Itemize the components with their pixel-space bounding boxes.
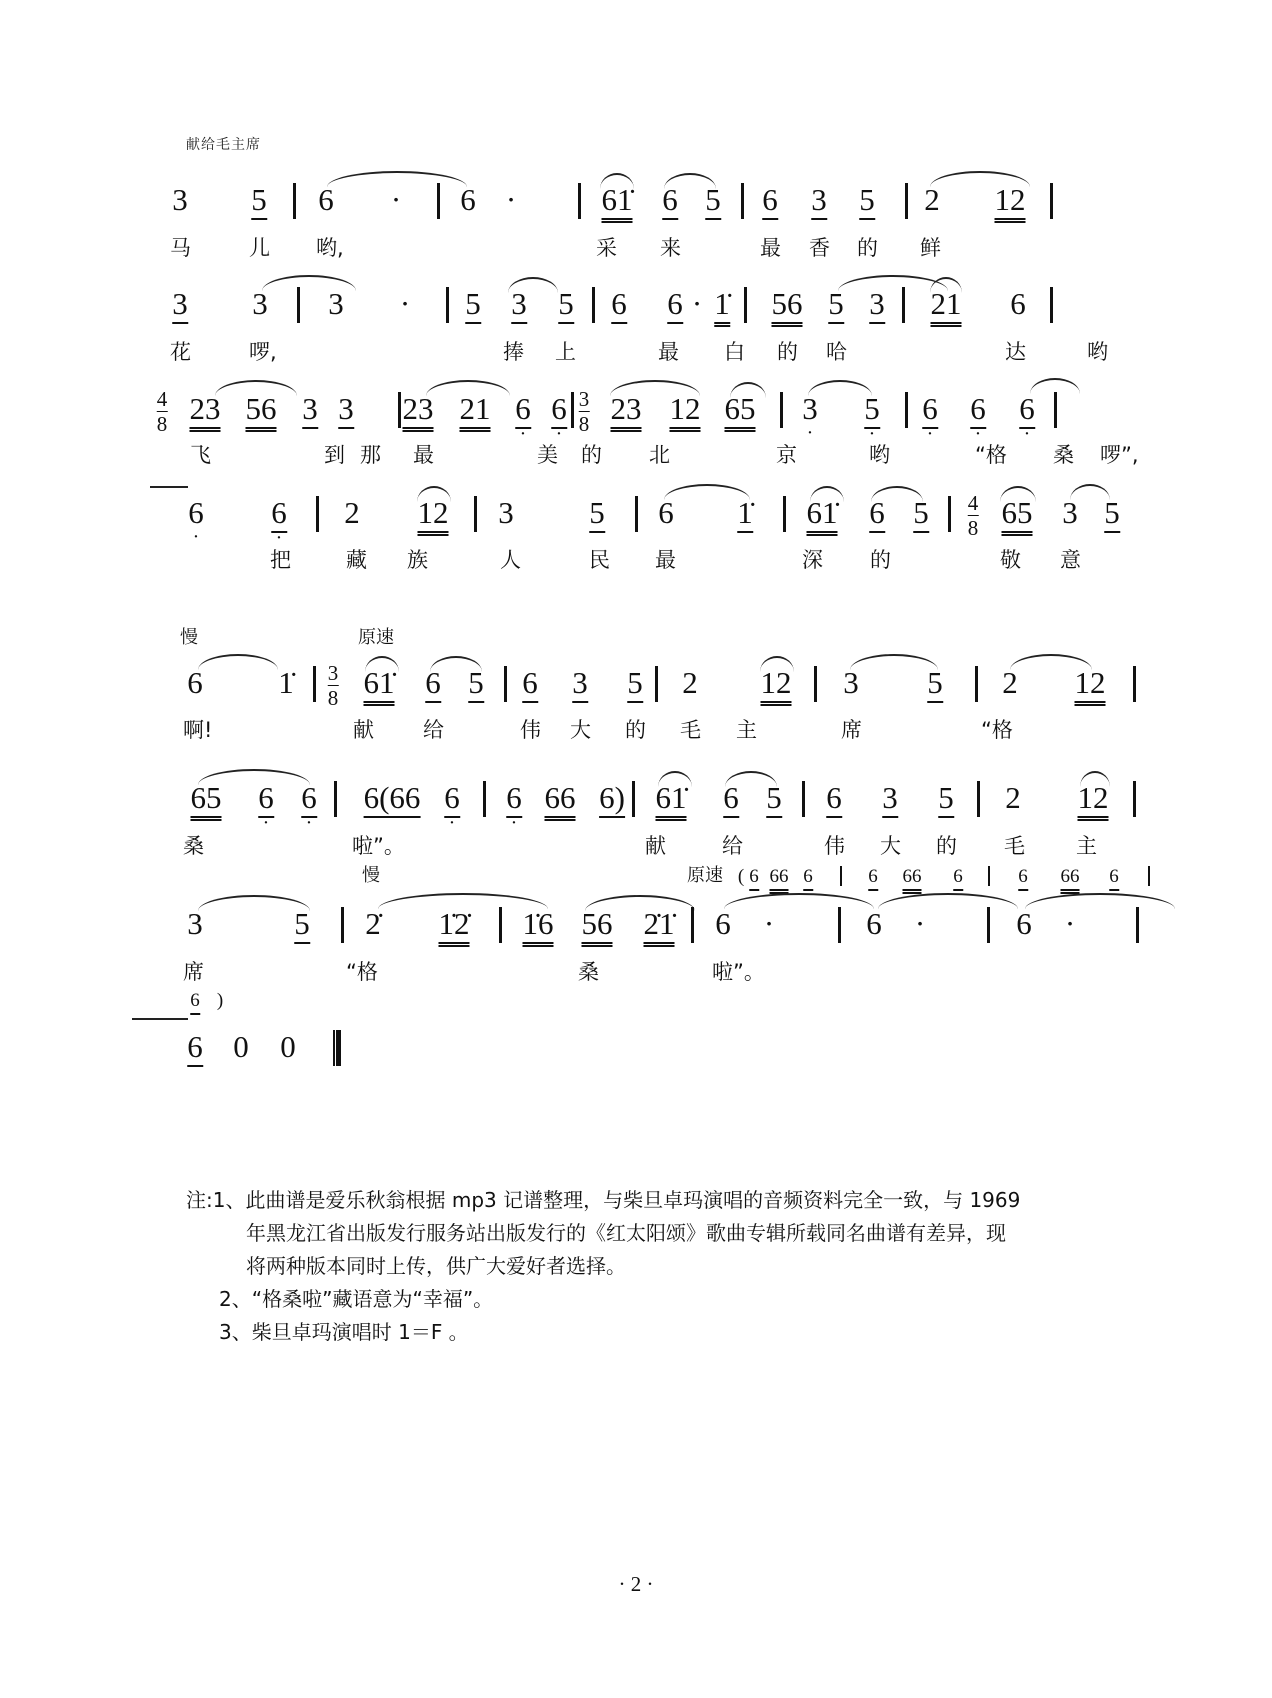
note: 5 <box>1104 496 1120 533</box>
barline <box>802 781 805 817</box>
footnotes <box>186 1184 1086 1349</box>
lyric: 飞 <box>190 443 211 467</box>
tie-icon <box>724 893 874 909</box>
lyric: 采 <box>596 236 617 260</box>
lyric: 意 <box>1060 548 1081 572</box>
lyric: 最 <box>658 340 679 364</box>
lyric: 鲜 <box>920 236 941 260</box>
ossia-note: 6 <box>868 866 878 891</box>
note-low: 6 · <box>301 781 317 818</box>
lyric: 哟, <box>316 236 344 260</box>
note-group: 12 <box>418 496 449 536</box>
footnote-2 <box>186 1283 1086 1316</box>
note: 5 <box>828 287 844 324</box>
note: 3 <box>869 287 885 324</box>
ossia-note: 6 <box>953 866 963 891</box>
ossia-barline <box>988 866 990 886</box>
lyric: 的 <box>857 236 878 260</box>
ossia-note: 66 <box>1061 866 1080 894</box>
barline <box>316 496 319 532</box>
note: 2 <box>1002 665 1018 700</box>
note-low: 6 · <box>188 496 204 530</box>
lyric: 敬 <box>1000 548 1021 572</box>
ossia-paren: ) <box>216 990 224 1011</box>
ossia-paren: ( <box>737 866 745 887</box>
lyric: 深 <box>802 548 823 572</box>
lyric: “格 <box>981 718 1013 742</box>
tempo-mark-slow: 慢 <box>180 627 198 648</box>
barline <box>838 907 841 943</box>
note: 6 <box>723 781 739 818</box>
lyric: 达 <box>1005 340 1026 364</box>
note-low: 6 · <box>970 392 986 429</box>
footnote-text: 年黑龙江省出版发行服务站出版发行的《红太阳颂》歌曲专辑所载同名曲谱有差异，现 <box>246 1221 1006 1245</box>
barline <box>592 287 595 323</box>
note: 3 <box>187 906 203 941</box>
note: 3 <box>882 781 898 818</box>
lyric: 族 <box>407 548 428 572</box>
note: 5 <box>468 666 484 703</box>
augmentation-dot: · <box>399 286 411 321</box>
lyric: 毛 <box>1004 834 1025 858</box>
barline <box>902 287 905 323</box>
lyric: 伟 <box>520 718 541 742</box>
lyric: “格 <box>975 443 1007 467</box>
footnote-1-cont <box>186 1250 1086 1283</box>
barline <box>578 183 581 219</box>
note: 3 <box>811 183 827 220</box>
note-low: 6 · <box>922 392 938 429</box>
footnote-number: 1、 <box>212 1188 246 1212</box>
lyric: 马 <box>170 236 191 260</box>
lyric: 伟 <box>824 834 845 858</box>
footnote-text: 此曲谱是爱乐秋翁根据 mp3 记谱整理，与柴旦卓玛演唱的音频资料完全一致，与 1969 <box>245 1188 1021 1212</box>
note-group: 23 <box>611 392 642 432</box>
barline <box>814 666 817 702</box>
note: 3 <box>172 287 188 324</box>
barline <box>504 666 507 702</box>
barline <box>474 496 477 532</box>
ossia-note: 6 <box>803 866 813 891</box>
note-group: 23 <box>190 392 221 432</box>
lyric: 民 <box>589 548 610 572</box>
note: 2 <box>682 665 698 700</box>
lyric: 大 <box>570 718 591 742</box>
note: 2 <box>344 495 360 530</box>
lyric: 啦”。 <box>352 834 405 858</box>
footnote-label: 注: <box>186 1188 213 1212</box>
note-group: 23 <box>403 392 434 432</box>
footnote-text: 柴旦卓玛演唱时 1＝F 。 <box>251 1320 469 1344</box>
page-number: · 2 · <box>618 1572 654 1596</box>
lyric: 花 <box>170 340 191 364</box>
lyric: 的 <box>870 548 891 572</box>
note-group: 12 <box>1078 781 1109 821</box>
barline <box>293 183 296 219</box>
lyric: 啦”。 <box>712 960 765 984</box>
note-group: 65 <box>1002 496 1033 536</box>
note: 6 <box>318 182 334 217</box>
note: 3 <box>498 495 514 530</box>
note-low: 3 · <box>802 392 818 426</box>
note: 6 <box>425 666 441 703</box>
barline <box>483 781 486 817</box>
footnote-1-cont <box>186 1217 1086 1250</box>
lyric: 哟 <box>869 443 890 467</box>
note-low: 5 · <box>864 392 880 429</box>
ossia-note: 66 <box>903 866 922 894</box>
barline <box>655 666 658 702</box>
note: 6 <box>658 495 674 530</box>
note: 5 <box>558 287 574 324</box>
lyric: 献 <box>353 718 374 742</box>
barline <box>1054 392 1057 428</box>
note-low: 6 · <box>506 781 522 818</box>
lyric: 儿 <box>249 236 270 260</box>
lyric: 啰, <box>249 340 277 364</box>
lyric: “格 <box>346 960 378 984</box>
lyric: 的 <box>625 718 646 742</box>
augmentation-dot: · <box>691 286 703 321</box>
lyric: 藏 <box>346 548 367 572</box>
note-low: 6) <box>599 781 625 818</box>
barline <box>975 666 978 702</box>
note-group: 56 <box>246 392 277 432</box>
note: 5 <box>766 781 782 818</box>
ossia-note: 6 <box>1018 866 1028 891</box>
barline <box>691 907 694 943</box>
rest: 0 <box>233 1029 249 1064</box>
lyric: 把 <box>270 548 291 572</box>
note: 5 <box>251 183 267 220</box>
rest: 0 <box>280 1029 296 1064</box>
lyric: 席 <box>183 960 204 984</box>
slur-icon <box>198 654 278 670</box>
footnote-text: 将两种版本同时上传，供广大爱好者选择。 <box>246 1254 626 1278</box>
ossia-note: 6 <box>749 866 759 891</box>
note: 5 <box>859 183 875 220</box>
note: 5 <box>589 496 605 533</box>
barline <box>1050 287 1053 323</box>
ossia-note: 6 <box>1109 866 1119 891</box>
barline <box>948 496 951 532</box>
note: 6 <box>662 183 678 220</box>
note: 3 <box>1062 495 1078 530</box>
footnote-1 <box>186 1184 1086 1217</box>
lyric: 那 <box>360 443 381 467</box>
lyric: 哈 <box>826 340 847 364</box>
lyric: 白 <box>724 340 745 364</box>
note-group-high: 2̇1̇ <box>644 907 675 947</box>
barline <box>905 392 908 428</box>
lyric: 桑 <box>578 960 599 984</box>
lyric: 啊! <box>183 718 213 742</box>
footnote-number: 2、 <box>219 1287 252 1311</box>
lyric: 最 <box>760 236 781 260</box>
tie-continuation-icon <box>132 1018 188 1020</box>
tempo-mark-a-tempo: 原速 <box>358 627 394 648</box>
note: 6 <box>866 906 882 941</box>
time-signature: 3 8 <box>327 661 339 710</box>
note-group: 12 <box>995 183 1026 223</box>
lyric: 主 <box>1076 834 1097 858</box>
note: 6 <box>1016 906 1032 941</box>
tie-icon <box>878 893 1018 909</box>
barline <box>635 496 638 532</box>
augmentation-dot: · <box>763 906 775 941</box>
note-group: 12 <box>670 392 701 432</box>
note-group: 61̇ <box>364 666 395 706</box>
tempo-mark-slow: 慢 <box>362 865 380 886</box>
note: 3 <box>252 286 268 321</box>
note: 2 <box>1005 780 1021 815</box>
lyric: 大 <box>880 834 901 858</box>
lyric: 捧 <box>503 340 524 364</box>
note: 6 <box>611 287 627 324</box>
augmentation-dot: · <box>914 906 926 941</box>
note: 5 <box>705 183 721 220</box>
note-group: 61̇ <box>807 496 838 536</box>
barline <box>398 392 401 428</box>
barline <box>1136 907 1139 943</box>
ossia-note: 6 <box>190 990 200 1015</box>
barline <box>987 907 990 943</box>
lyric: 最 <box>413 443 434 467</box>
lyric: 主 <box>736 718 757 742</box>
tie-icon <box>850 654 938 670</box>
note-low: 6 · <box>1019 392 1035 429</box>
lyric: 毛 <box>680 718 701 742</box>
note-group: 61̇ <box>602 183 633 223</box>
note: 5 <box>627 666 643 703</box>
note-low: 6 · <box>258 781 274 818</box>
note: 2 <box>924 182 940 217</box>
barline <box>744 287 747 323</box>
note-low: 6 · <box>515 392 531 429</box>
running-header-title: 献给毛主席 <box>186 137 261 153</box>
lyric: 啰”, <box>1100 443 1139 467</box>
note: 5 <box>294 907 310 944</box>
note-group-high: 1̇2̇ <box>439 907 470 947</box>
note: 3 <box>843 665 859 700</box>
lyric: 上 <box>555 340 576 364</box>
note: 6 <box>187 1030 203 1067</box>
note-group: 21 <box>460 392 491 432</box>
lyric: 美 <box>537 443 558 467</box>
ossia-barline <box>840 866 842 886</box>
barline <box>313 666 316 702</box>
note: 5 <box>927 666 943 703</box>
note: 6 <box>826 781 842 818</box>
note-group: 56 <box>772 287 803 327</box>
barline <box>1050 183 1053 219</box>
ossia-note: 66 <box>770 866 789 894</box>
lyric: 北 <box>649 443 670 467</box>
barline <box>297 287 300 323</box>
note: 6 <box>762 183 778 220</box>
time-signature: 4 8 <box>967 491 979 540</box>
note: 3 <box>572 666 588 703</box>
final-barline <box>333 1030 341 1066</box>
time-signature: 3 8 <box>578 387 590 436</box>
note-low: 6 · <box>271 496 287 533</box>
note: 6 <box>460 182 476 217</box>
note: 5 <box>913 496 929 533</box>
lyric: 席 <box>841 718 862 742</box>
barline <box>632 781 635 817</box>
note-group: 12 <box>1075 666 1106 706</box>
note: 6 <box>715 906 731 941</box>
note-group-low: 65 <box>725 392 756 432</box>
lyric: 最 <box>655 548 676 572</box>
barline <box>741 183 744 219</box>
augmentation-dot: · <box>505 182 517 217</box>
note-group: 21 <box>931 287 962 327</box>
lyric: 哟 <box>1087 340 1108 364</box>
footnote-3 <box>186 1316 1086 1349</box>
time-signature: 4 8 <box>156 387 168 436</box>
tie-icon <box>1025 893 1175 909</box>
barline <box>341 907 344 943</box>
lyric: 给 <box>722 834 743 858</box>
lyric: 的 <box>936 834 957 858</box>
note-low: 6 · <box>444 781 460 818</box>
lyric: 的 <box>777 340 798 364</box>
ossia-barline <box>1148 866 1150 886</box>
barline <box>977 781 980 817</box>
lyric: 献 <box>645 834 666 858</box>
barline <box>334 781 337 817</box>
note-group-low: 66 <box>545 781 576 821</box>
barline <box>1133 666 1136 702</box>
note-group: 6(66 <box>364 781 421 818</box>
barline <box>499 907 502 943</box>
augmentation-dot: · <box>390 182 402 217</box>
note: 3 <box>338 392 354 429</box>
tie-continuation-icon <box>150 486 188 488</box>
lyric: 来 <box>660 236 681 260</box>
lyric: 桑 <box>1053 443 1074 467</box>
lyric: 到 <box>324 443 345 467</box>
note-group: 61̇ <box>656 781 687 821</box>
barline <box>783 496 786 532</box>
footnote-number: 3、 <box>219 1320 252 1344</box>
note: 3 <box>511 287 527 324</box>
barline <box>571 392 574 428</box>
note-group-low: 65 <box>191 781 222 821</box>
note-group-high: 1̇6 <box>523 907 554 947</box>
lyric: 京 <box>776 443 797 467</box>
note-group: 12 <box>761 666 792 706</box>
lyric: 桑 <box>183 834 204 858</box>
note-high: 1̇ <box>737 496 753 533</box>
note: 5 <box>465 287 481 324</box>
note: 3 <box>328 286 344 321</box>
footnote-text: “格桑啦”藏语意为“幸福”。 <box>251 1287 494 1311</box>
barline <box>446 287 449 323</box>
note: 6 <box>667 287 683 324</box>
note: 6 <box>869 496 885 533</box>
note: 3 <box>172 182 188 217</box>
augmentation-dot: · <box>1064 906 1076 941</box>
note-low: 6 · <box>551 392 567 429</box>
note: 6 <box>1010 286 1026 321</box>
note-high: 2̇ <box>365 906 381 941</box>
barline <box>437 183 440 219</box>
lyric: 人 <box>500 548 521 572</box>
barline <box>1133 781 1136 817</box>
note-group: 56 <box>582 907 613 947</box>
tempo-mark-a-tempo: 原速 <box>687 865 723 886</box>
note: 6 <box>522 666 538 703</box>
note: 5 <box>938 781 954 818</box>
lyric: 的 <box>581 443 602 467</box>
lyric: 给 <box>423 718 444 742</box>
note-high-fermata: 1̇ <box>278 665 294 700</box>
note: 6 <box>187 665 203 700</box>
lyric: 香 <box>809 236 830 260</box>
barline <box>905 183 908 219</box>
note: 1̇ <box>714 287 730 327</box>
tie-icon <box>198 895 310 911</box>
note: 3 <box>302 392 318 429</box>
barline <box>780 392 783 428</box>
